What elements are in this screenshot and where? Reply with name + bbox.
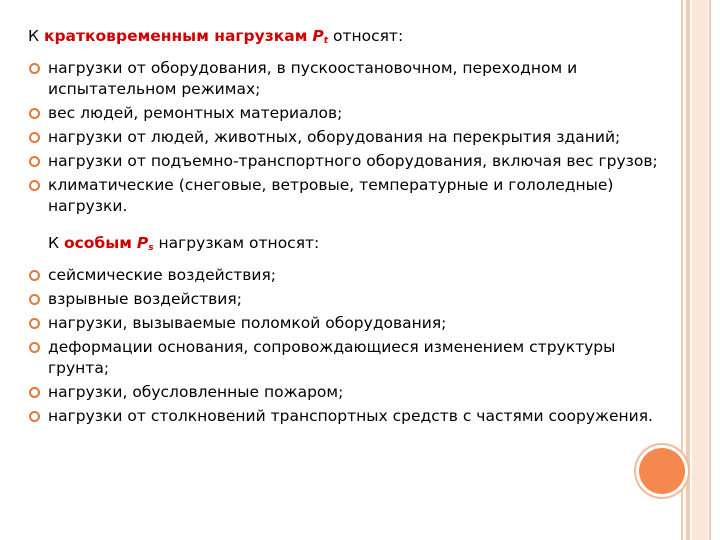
bullet-icon <box>29 63 40 74</box>
symbol-letter: P <box>312 27 324 45</box>
slide-content <box>28 26 668 430</box>
list-item-text: нагрузки от подъемно-транспортного оборудования, включая вес грузов; <box>48 152 658 170</box>
symbol-subscript: s <box>148 243 154 253</box>
special-intro <box>48 233 668 259</box>
list-item <box>28 151 668 172</box>
list-item-text: нагрузки, обусловленные пожаром; <box>48 383 344 401</box>
decor-stripe <box>686 0 690 540</box>
bullet-icon <box>29 342 40 353</box>
intro-suffix: относят: <box>328 27 404 45</box>
bullet-icon <box>29 156 40 167</box>
list-item-text: нагрузки, вызываемые поломкой оборудования; <box>48 314 447 332</box>
bullet-icon <box>29 387 40 398</box>
list-item-text: вес людей, ремонтных материалов; <box>48 104 343 122</box>
bullet-icon <box>29 318 40 329</box>
list-item-text: нагрузки от людей, животных, оборудования на перекрытия зданий; <box>48 128 621 146</box>
list-item <box>28 58 668 100</box>
list-item <box>28 406 668 427</box>
bullet-icon <box>29 411 40 422</box>
list-item-text: сейсмические воздействия; <box>48 266 277 284</box>
list-item <box>28 265 668 286</box>
short-term-intro <box>28 26 668 52</box>
list-item <box>28 382 668 403</box>
list-item <box>28 175 668 217</box>
intro-prefix: К <box>28 27 44 45</box>
symbol-letter: P <box>136 234 149 252</box>
list-item <box>28 337 668 379</box>
bullet-icon <box>29 294 40 305</box>
decor-circle <box>639 448 685 494</box>
bullet-icon <box>29 108 40 119</box>
short-term-term: кратковременным нагрузкам <box>43 27 308 45</box>
list-item-text: климатические (снеговые, ветровые, температурные и гололедные) нагрузки. <box>48 176 614 215</box>
list-item <box>28 103 668 124</box>
list-item <box>28 289 668 310</box>
list-item-text: нагрузки от столкновений транспортных средств с частями сооружения. <box>48 407 653 425</box>
decor-stripe <box>709 0 711 540</box>
short-term-symbol <box>312 27 328 45</box>
special-term: особым <box>63 234 132 252</box>
bullet-icon <box>29 132 40 143</box>
list-item <box>28 127 668 148</box>
special-list <box>28 265 668 427</box>
intro-suffix: нагрузкам относят: <box>153 234 320 252</box>
decor-stripe <box>692 0 708 540</box>
symbol-subscript: t <box>323 36 329 46</box>
list-item-text: деформации основания, сопровождающиеся изменением структуры грунта; <box>48 338 616 377</box>
bullet-icon <box>29 180 40 191</box>
list-item-text: нагрузки от оборудования, в пускоостановочном, переходном и испытательном режимах; <box>48 59 578 98</box>
list-item-text: взрывные воздействия; <box>48 290 242 308</box>
short-term-list <box>28 58 668 217</box>
list-item <box>28 313 668 334</box>
intro-prefix: К <box>48 234 64 252</box>
bullet-icon <box>29 270 40 281</box>
special-symbol <box>137 234 154 252</box>
